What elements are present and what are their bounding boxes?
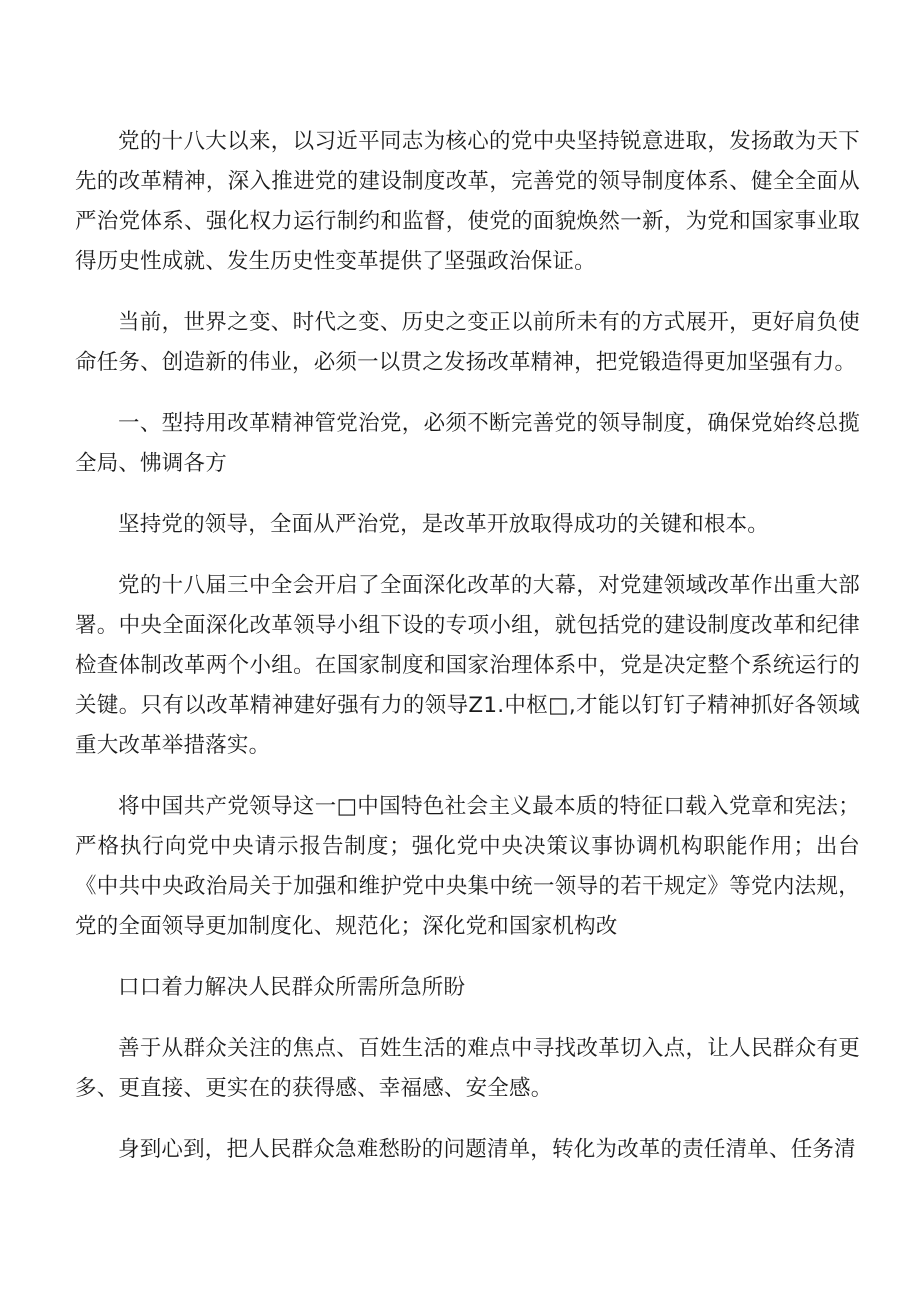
paragraph-current-situation: 当前，世界之变、时代之变、历史之变正以前所未有的方式展开，更好肩负使命任务、创造新的伟业，必须一以贯之发扬改革精神，把党锻造得更加坚强有力。: [75, 310, 860, 375]
section-heading-one: 一、型持用改革精神管党治党，必须不断完善党的领导制度，确保党始终总揽全局、怫调各方: [75, 411, 860, 476]
paragraph-constitution: 将中国共产党领导这一□中国特色社会主义最本质的特征口载入党章和宪法；严格执行向党中央请示报告制度；强化党中央决策议事协调机构职能作用；出台《中共中央政治局关于加强和维护党中央集中统一领导的若干规定》等党内法规，党的全面领导更加制度化、规范化；深化党和国家机构改: [75, 794, 860, 939]
paragraph-intro: 党的十八大以来，以习近平同志为核心的党中央坚持锐意进取，发扬敢为天下先的改革精神，深入推进党的建设制度改革，完善党的领导制度体系、健全全面从严治党体系、强化权力运行制约和监督，使党的面貌焕然一新，为党和国家事业取得历史性成就、发生历史性变革提供了坚强政治保证。: [75, 129, 860, 274]
paragraph-reform-entry: 善于从群众关注的焦点、百姓生活的难点中寻找改革切入点，让人民群众有更多、更直接、更实在的获得感、幸福感、安全感。: [75, 1036, 860, 1101]
section-heading-people: 口口着力解决人民群众所需所急所盼: [118, 975, 466, 1000]
paragraph-third-plenum: 党的十八届三中全会开启了全面深化改革的大幕，对党建领域改革作出重大部署。中央全面深化改革领导小组下设的专项小组，就包括党的建设制度改革和纪律检查体制改革两个小组。在国家制度和国家治理体系中，党是决定整个系统运行的关键。只有以改革精神建好强有力的领导Z1.中枢□,才能以钉钉子精神抓好各领域重大改革举措落实。: [75, 573, 860, 758]
document-body: [75, 122, 860, 1191]
paragraph-party-leadership: 坚持党的领导，全面从严治党，是改革开放取得成功的关键和根本。: [118, 512, 770, 537]
paragraph-problem-list: 身到心到，把人民群众急难愁盼的问题清单，转化为改革的责任清单、任务清: [118, 1137, 856, 1162]
